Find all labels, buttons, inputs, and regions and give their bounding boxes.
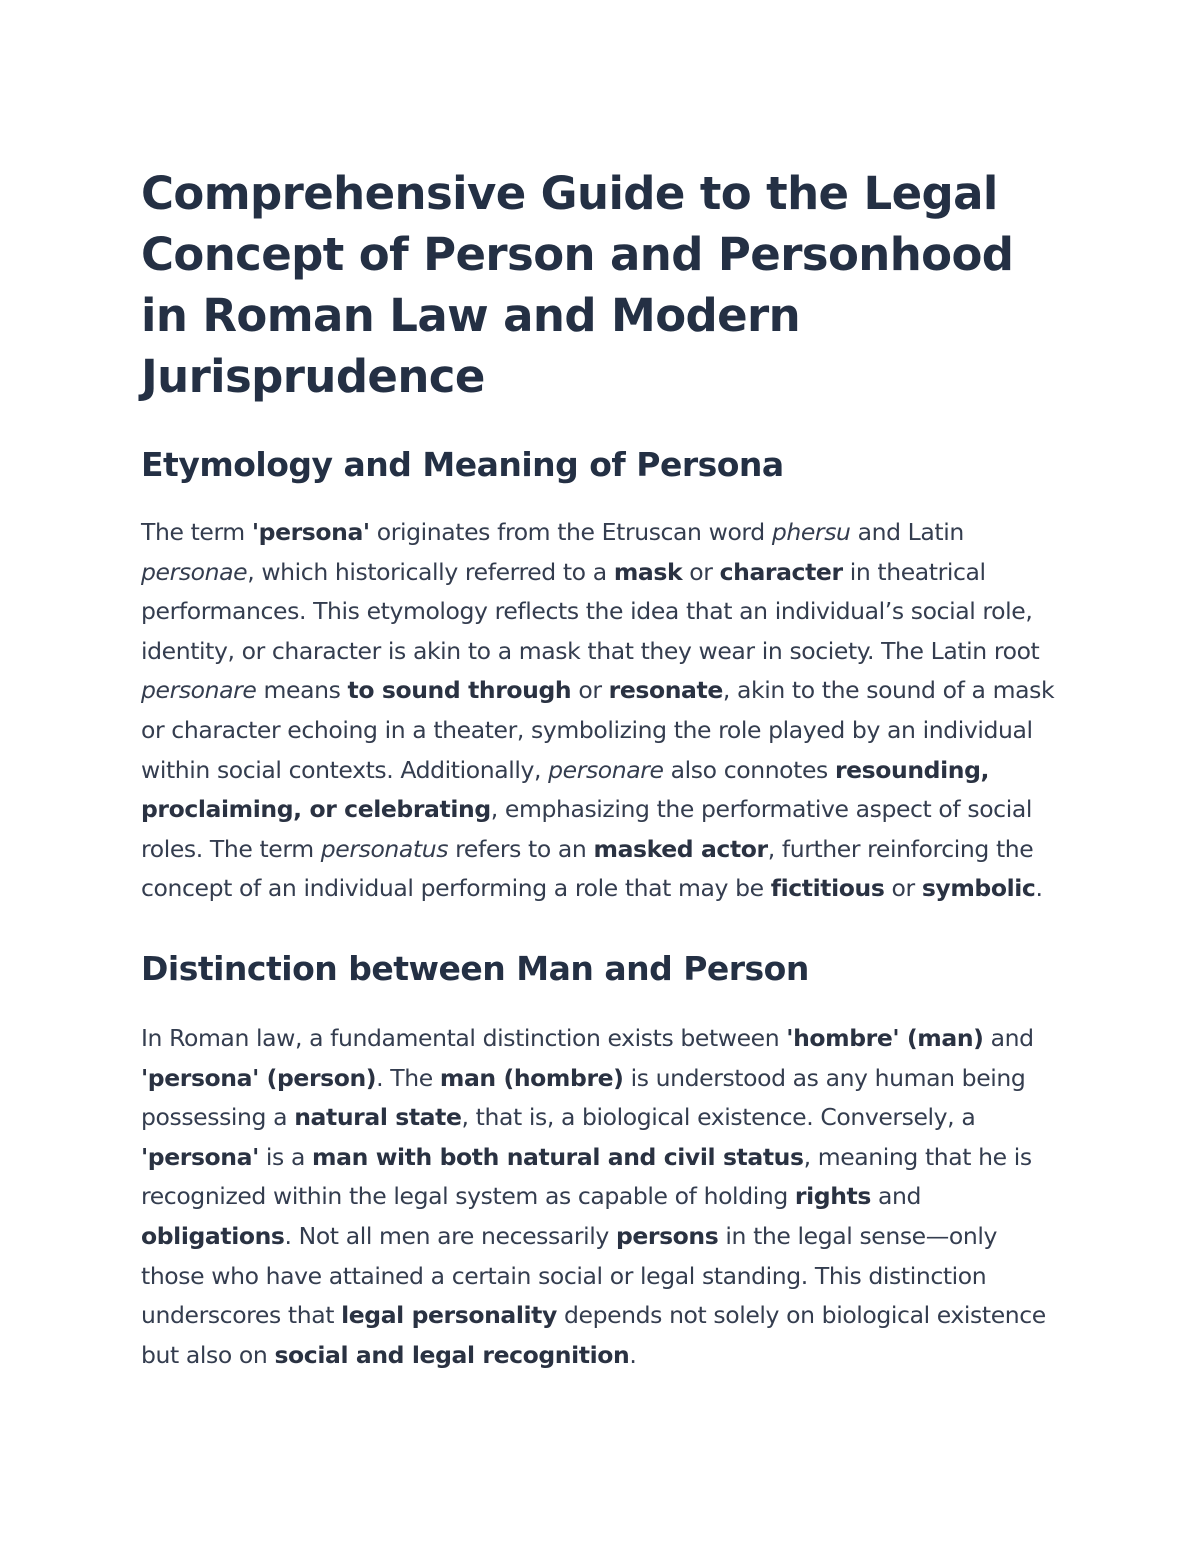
emphasis-italic: personae [141, 557, 248, 586]
text-run: is a [258, 1142, 313, 1171]
text-run: , further reinforcing the concept of an individual performing a role that may be [141, 834, 1034, 903]
text-run: . Not all men are necessarily [284, 1221, 616, 1250]
emphasis-bold: 'hombre' (man) [786, 1023, 984, 1052]
text-run: originates from the Etruscan word [369, 518, 772, 546]
emphasis-bold: resounding, proclaiming, or celebrating [141, 755, 990, 824]
text-run: . The [376, 1063, 440, 1092]
text-run: or [682, 557, 720, 586]
emphasis-bold: man with both natural and civil status [312, 1142, 804, 1171]
text-run: refers to an [448, 834, 594, 863]
emphasis-italic: personare [141, 676, 257, 705]
document-page [141, 163, 1061, 1375]
emphasis-bold: 'persona' [251, 518, 370, 546]
emphasis-bold: rights [794, 1182, 871, 1211]
emphasis-bold: fictitious [770, 874, 885, 903]
emphasis-bold: 'persona' [141, 1142, 259, 1171]
section-heading-etymology: Etymology and Meaning of Persona [141, 445, 784, 484]
emphasis-italic: personare [548, 755, 664, 784]
text-run: and Latin [850, 518, 964, 546]
section-heading-man-vs-person: Distinction between Man and Person [141, 948, 809, 988]
text-run: means [256, 676, 348, 705]
text-run: and [870, 1182, 922, 1211]
emphasis-bold: obligations [141, 1221, 285, 1250]
text-run: , akin to the sound of a mask or character echoing in a theater, symbolizing the role played by an individual within social contexts. Additionally, [141, 676, 1055, 784]
text-run: In Roman law, a fundamental distinction exists between [141, 1023, 787, 1052]
text-run: in the legal sense—only those who have attained a certain social or legal standing. This distinction underscores that [141, 1221, 997, 1330]
emphasis-bold: character [719, 557, 843, 586]
emphasis-bold: mask [613, 557, 683, 586]
text-run: is understood as any human being possessing a [141, 1063, 1026, 1132]
paragraph-man-vs-person [141, 1019, 1061, 1375]
emphasis-bold: man (hombre) [439, 1063, 624, 1092]
text-run: , that is, a biological existence. Conversely, a [461, 1103, 976, 1132]
paragraph-etymology [141, 513, 1061, 909]
text-run: depends not solely on biological existence but also on [141, 1301, 1046, 1369]
emphasis-bold: symbolic [921, 874, 1036, 903]
emphasis-bold: social and legal recognition [274, 1340, 630, 1369]
text-run: or [884, 874, 922, 903]
emphasis-bold: to sound through [347, 676, 572, 705]
emphasis-italic: phersu [771, 518, 851, 546]
text-run: The term [141, 518, 252, 546]
text-run: and [983, 1023, 1034, 1052]
emphasis-bold: 'persona' (person) [141, 1063, 377, 1092]
emphasis-bold: natural state [294, 1103, 462, 1132]
text-run: . [629, 1340, 637, 1369]
text-run: , which historically referred to a [247, 557, 614, 586]
emphasis-bold: masked actor [593, 834, 768, 863]
text-run: . [1035, 874, 1043, 903]
text-run: , meaning that he is recognized within the legal system as capable of holding [141, 1142, 1032, 1211]
text-run: , emphasizing the performative aspect of social roles. The term [141, 795, 1032, 863]
text-run: also connotes [663, 755, 835, 784]
emphasis-bold: resonate [608, 676, 723, 705]
emphasis-bold: persons [615, 1221, 719, 1250]
emphasis-italic: personatus [320, 834, 449, 863]
text-run: or [571, 676, 609, 705]
document-title: Comprehensive Guide to the Legal Concept of Person and Personhood in Roman Law and Modern Jurisprudence [141, 167, 1014, 403]
emphasis-bold: legal personality [341, 1301, 557, 1330]
text-run: in theatrical performances. This etymology reflects the idea that an individual’s social role, identity, or character is akin to a mask that they wear in society. The Latin root [141, 557, 1040, 665]
